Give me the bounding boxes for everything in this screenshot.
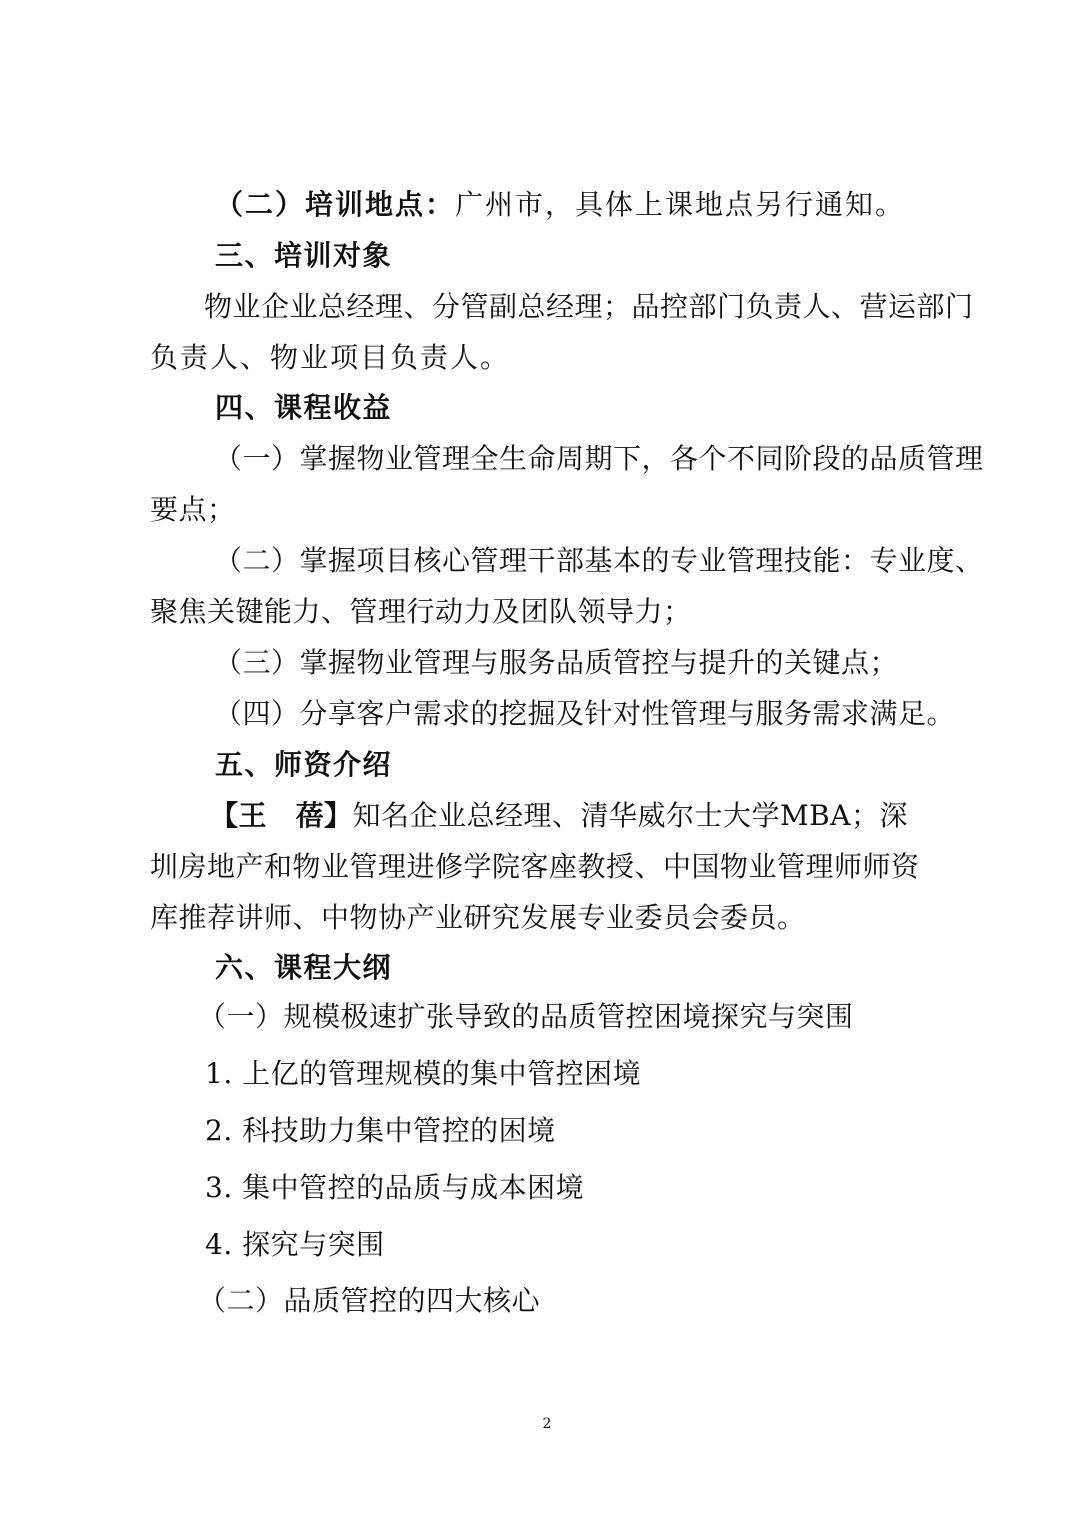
training-location-line bbox=[215, 187, 905, 223]
section-3-body-line-2: 负责人、物业项目负责人。 bbox=[150, 341, 511, 374]
teacher-line-1 bbox=[210, 798, 908, 834]
teacher-intro-line-1: 知名企业总经理、清华威尔士大学MBA；深 bbox=[352, 799, 908, 832]
teacher-line-2: 圳房地产和物业管理进修学院客座教授、中国物业管理师师资 bbox=[150, 850, 920, 883]
training-location-value: 广州市，具体上课地点另行通知。 bbox=[455, 188, 906, 221]
benefit-item-1-line-2: 要点； bbox=[150, 493, 236, 526]
benefit-item-4: （四）分享客户需求的挖掘及针对性管理与服务需求满足。 bbox=[214, 697, 956, 730]
outline-part-1-item-1: 1. 上亿的管理规模的集中管控困境 bbox=[205, 1057, 642, 1090]
teacher-name: 【王 蓓】 bbox=[210, 799, 353, 832]
section-6-heading: 六、课程大纲 bbox=[215, 951, 393, 984]
outline-part-1-item-3: 3. 集中管控的品质与成本困境 bbox=[205, 1171, 585, 1204]
outline-part-1-item-2: 2. 科技助力集中管控的困境 bbox=[205, 1114, 556, 1147]
benefit-item-2-line-1: （二）掌握项目核心管理干部基本的专业管理技能：专业度、 bbox=[214, 544, 984, 577]
section-3-heading: 三、培训对象 bbox=[215, 239, 393, 272]
outline-part-1-title: （一）规模极速扩张导致的品质管控困境探究与突围 bbox=[198, 1000, 854, 1033]
outline-part-2-title: （二）品质管控的四大核心 bbox=[198, 1284, 541, 1317]
section-3-body-line-1: 物业企业总经理、分管副总经理；品控部门负责人、营运部门 bbox=[204, 290, 974, 323]
section-5-heading: 五、师资介绍 bbox=[215, 748, 393, 781]
training-location-label: （二）培训地点： bbox=[215, 188, 456, 221]
section-4-heading: 四、课程收益 bbox=[215, 391, 393, 424]
benefit-item-1-line-1: （一）掌握物业管理全生命周期下，各个不同阶段的品质管理 bbox=[214, 442, 984, 475]
benefit-item-2-line-2: 聚焦关键能力、管理行动力及团队领导力； bbox=[150, 595, 692, 628]
teacher-line-3: 库推荐讲师、中物协产业研究发展专业委员会委员。 bbox=[150, 901, 806, 934]
benefit-item-3: （三）掌握物业管理与服务品质管控与提升的关键点； bbox=[214, 646, 899, 679]
outline-part-1-item-4: 4. 探究与突围 bbox=[205, 1228, 385, 1261]
page-number: 2 bbox=[542, 1416, 552, 1432]
